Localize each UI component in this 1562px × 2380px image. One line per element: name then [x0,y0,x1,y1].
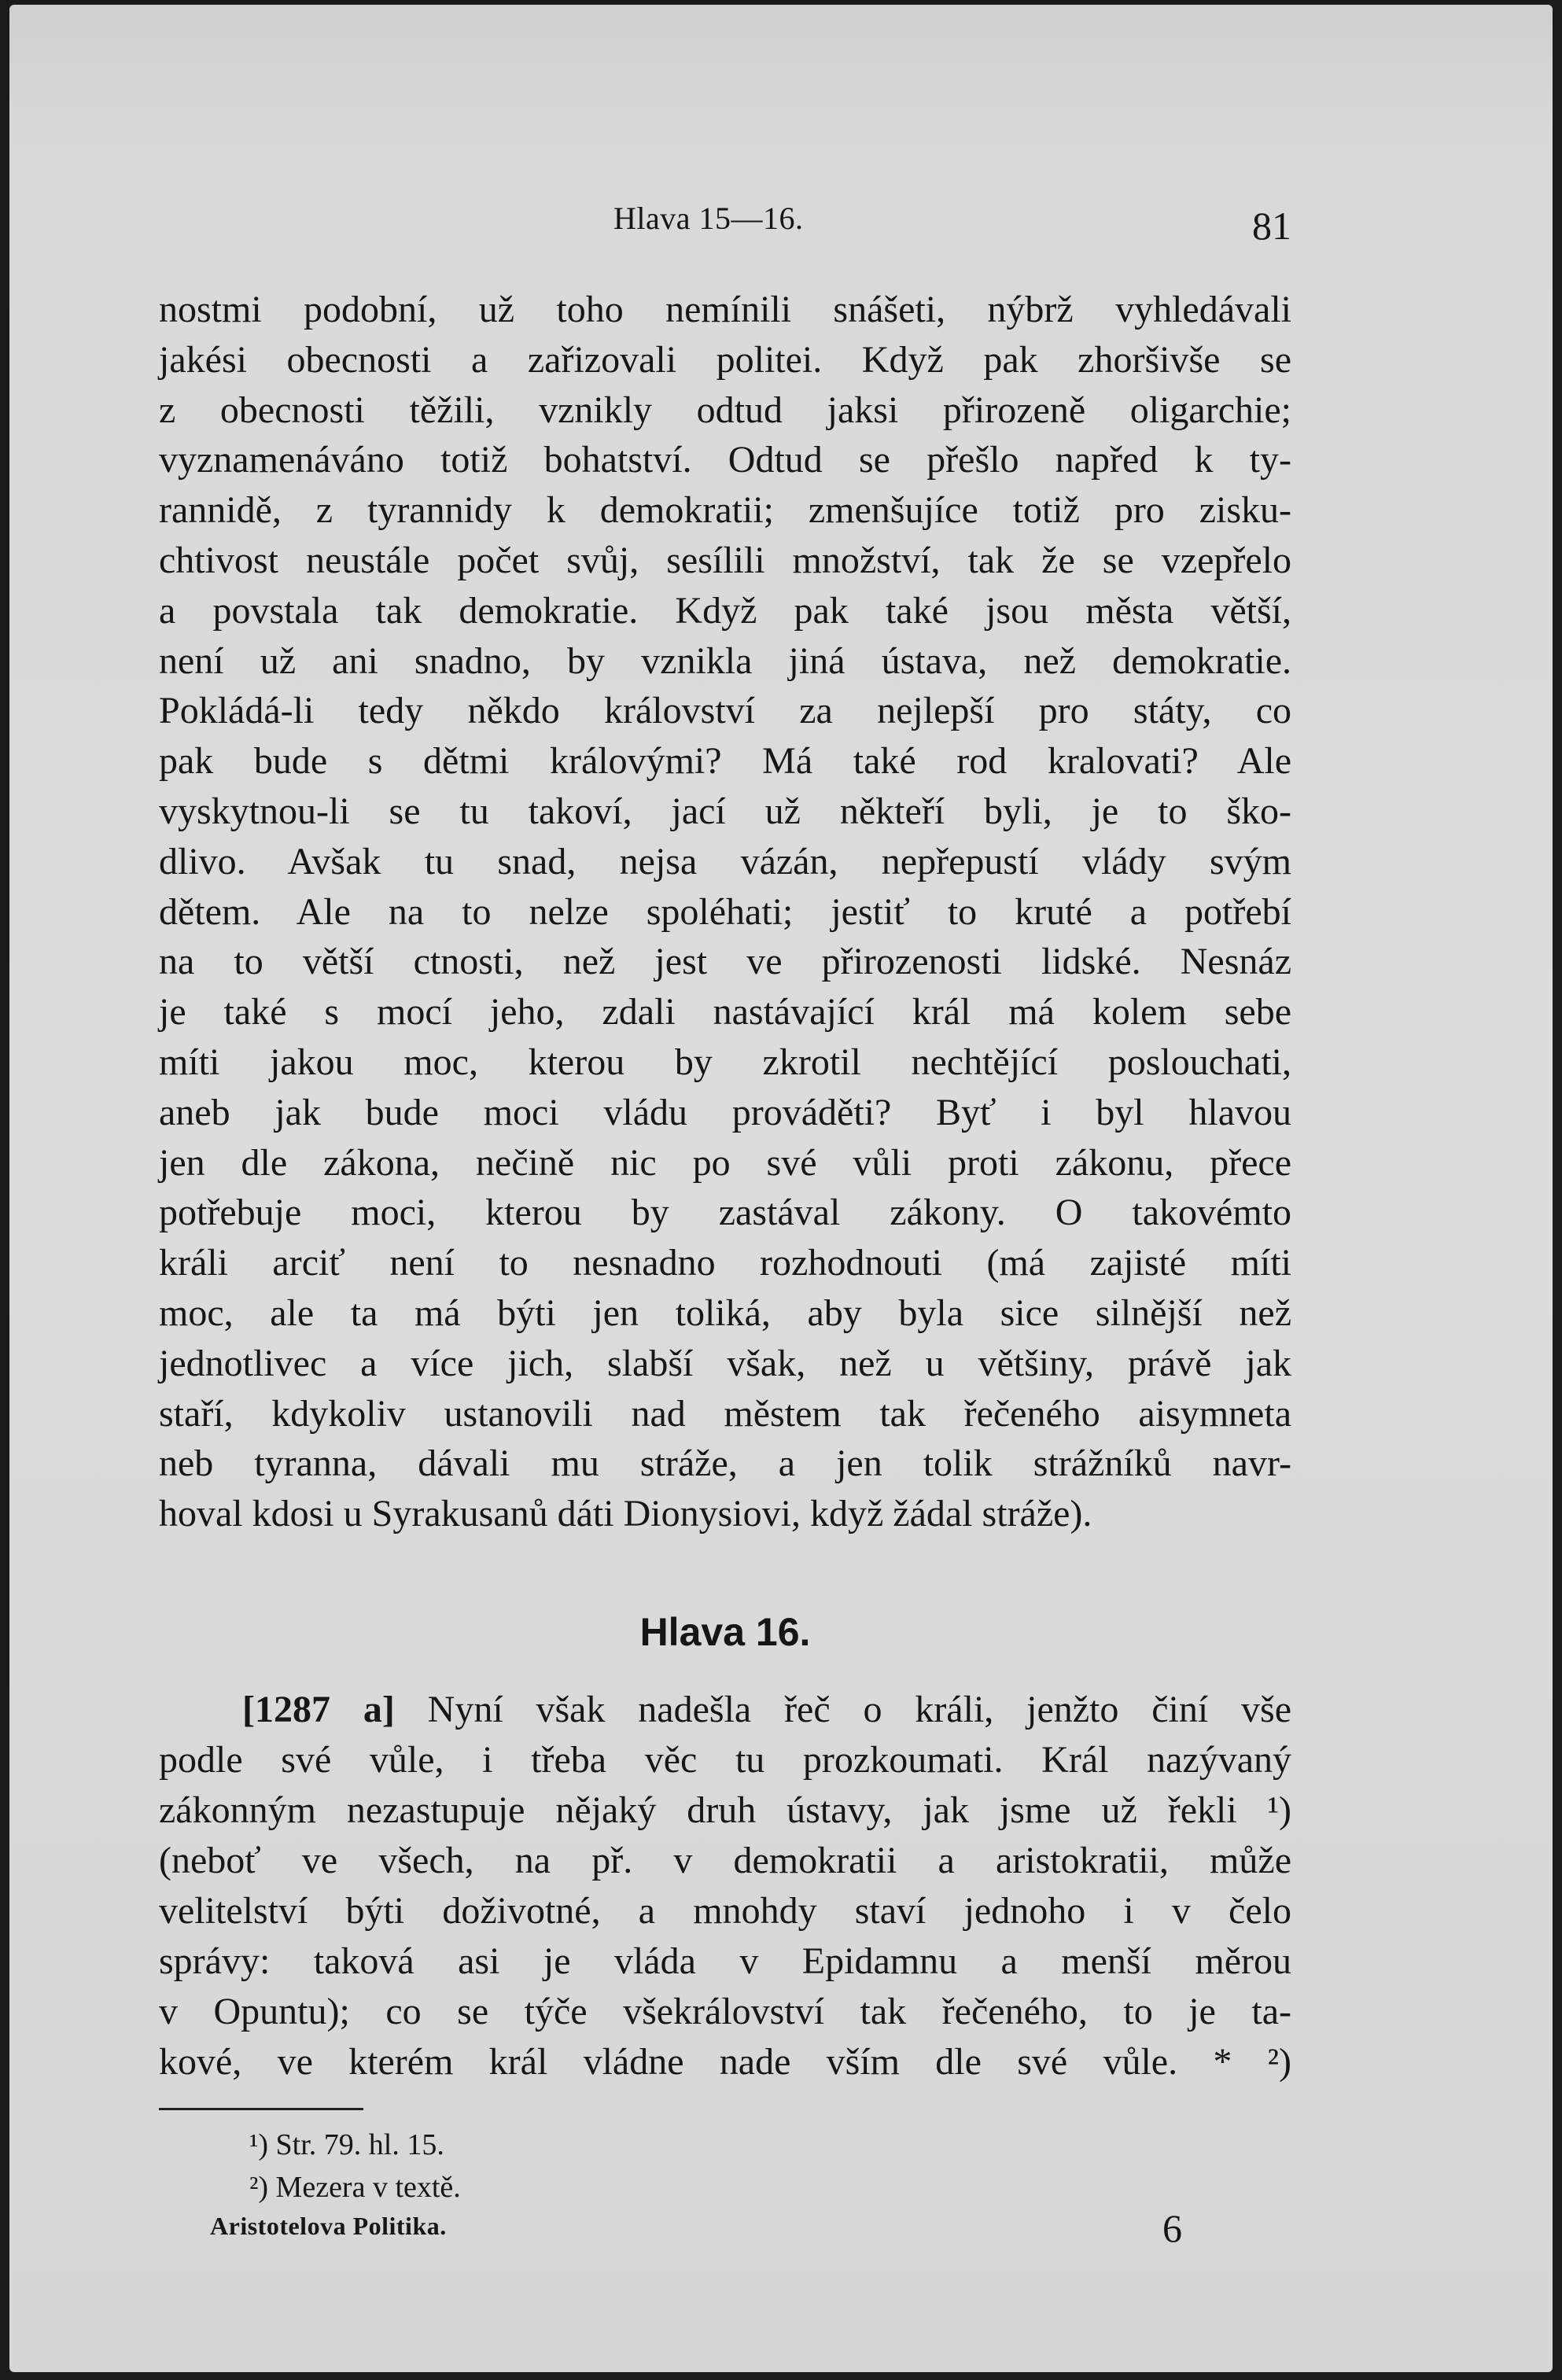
text-line: jakési obecnosti a zařizovali politei. Když pak zhoršivše se [159,338,1291,381]
text-line: neb tyranna, dávali mu stráže, a jen tolik strážníků navr- [159,1442,1291,1485]
text-line: rannidě, z tyrannidy k demokratii; zmenšujíce totiž pro zisku- [159,489,1291,532]
text-line: a povstala tak demokratie. Když pak také jsou města větší, [159,589,1291,632]
bekker-marker: [1287 a] [242,1689,395,1730]
first-line-text: Nyní však nadešla řeč o králi, jenžto činí vše [427,1689,1292,1730]
text-line: jen dle zákona, nečině nic po své vůli proti zákonu, přece [159,1141,1291,1184]
footnote-1: ¹) Str. 79. hl. 15. [249,2128,444,2161]
page-number: 81 [1252,204,1291,248]
text-line: vyznamenáváno totiž bohatství. Odtud se přešlo napřed k ty- [159,439,1291,481]
text-line: chtivost neustále počet svůj, sesílili množství, tak že se vzepřelo [159,539,1291,581]
text-line: hoval kdosi u Syrakusanů dáti Dionysiovi, když žádal stráže). [159,1493,1092,1535]
text-line: staří, kdykoliv ustanovili nad městem tak řečeného aisymneta [159,1392,1291,1435]
signature-mark: 6 [1162,2206,1182,2250]
text-line: nostmi podobní, už toho nemínili snášeti, nýbrž vyhledávali [159,289,1291,330]
text-line: není už ani snadno, by vznikla jiná ústava, než demokratie. [159,639,1291,682]
footnotes [249,2124,800,2209]
text-line: králi arciť není to nesnadno rozhodnouti (má zajisté míti [159,1242,1291,1284]
text-line: podle své vůle, i třeba věc tu prozkoumati. Král nazývaný [159,1739,1291,1781]
text-line: správy: taková asi je vláda v Epidamnu a menší měrou [159,1940,1291,1982]
text-line: pak bude s dětmi královými? Má také rod kralovati? Ale [159,740,1291,783]
chapter-section [159,1685,1291,2087]
text-line: vyskytnou-li se tu takoví, jací už někteří byli, je to ško- [159,790,1291,832]
text-line: jednotlivec a více jich, slabší však, než u většiny, právě jak [159,1342,1291,1384]
text-line: aneb jak bude moci vládu prováděti? Byť i byl hlavou [159,1091,1291,1133]
text-line: dlivo. Avšak tu snad, nejsa vázán, nepřepustí vlády svým [159,840,1291,882]
text-line: dětem. Ale na to nelze spoléhati; jestiť to kruté a potřebí [159,890,1291,933]
text-line: (neboť ve všech, na př. v demokratii a aristokratii, může [159,1840,1291,1881]
text-line: potřebuje moci, kterou by zastával zákony. O takovémto [159,1192,1291,1234]
signature-title: Aristotelova Politika. [210,2212,447,2240]
text-line-first [159,1685,1291,1735]
page [9,5,1553,2372]
chapter-title: Hlava 16. [639,1610,811,1654]
text-line: je také s mocí jeho, zdali nastávající král má kolem sebe [159,991,1291,1033]
text-line: míti jakou moc, kterou by zkrotil nechtějící poslouchati, [159,1041,1291,1083]
page-header [159,193,1291,249]
footnote-divider [159,2108,363,2110]
body-text [159,285,1291,1539]
text-line: kové, ve kterém král vládne nade vším dle své vůle. * ²) [159,2041,1291,2083]
text-line: zákonným nezastupuje nějaký druh ústavy, jak jsme už řekli ¹) [159,1789,1291,1831]
text-line: na to větší ctnosti, než jest ve přirozenosti lidské. Nesnáz [159,941,1291,983]
footnote-2: ²) Mezera v textě. [249,2171,461,2204]
running-head: Hlava 15—16. [613,201,804,236]
text-line: Pokládá-li tedy někdo království za nejlepší pro státy, co [159,690,1291,732]
text-line: velitelství býti doživotné, a mnohdy staví jednoho i v čelo [159,1890,1291,1932]
text-line: v Opuntu); co se týče všekrálovství tak řečeného, to je ta- [159,1991,1291,2032]
text-line: moc, ale ta má býti jen toliká, aby byla sice silnější než [159,1291,1291,1334]
text-line: z obecnosti těžili, vznikly odtud jaksi přirozeně oligarchie; [159,389,1291,431]
